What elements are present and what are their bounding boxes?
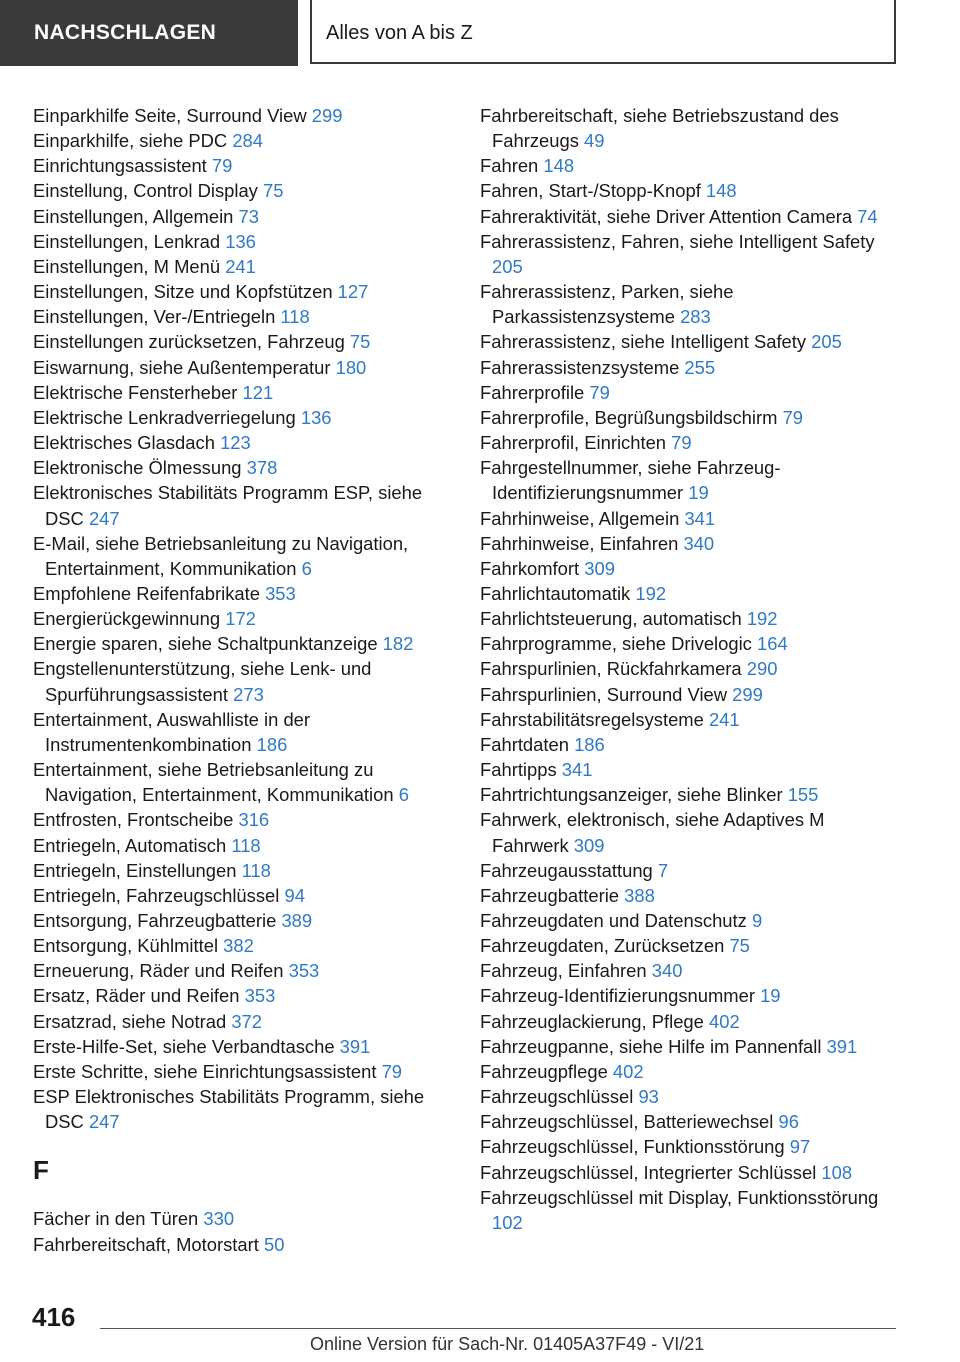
index-entry — [33, 103, 448, 128]
index-entry-term: E-Mail, siehe Betriebsanleitung zu Navigation, Entertainment, Kommunikation — [33, 532, 409, 579]
index-entry-page-link[interactable]: 389 — [281, 910, 313, 931]
index-entry — [33, 128, 448, 153]
index-entry — [33, 304, 448, 329]
index-entry-term: Fahrlichtautomatik — [480, 582, 636, 604]
index-entry — [33, 757, 448, 807]
index-entry-page-link[interactable]: 136 — [300, 406, 332, 428]
index-entry — [480, 1109, 900, 1134]
index-entry-page-link[interactable]: 49 — [584, 130, 605, 152]
index-entry — [33, 153, 448, 178]
index-entry-page-link[interactable]: 19 — [760, 985, 781, 1007]
footer-divider — [100, 1328, 896, 1329]
index-entry-term: Entsorgung, Kühlmittel — [33, 935, 224, 957]
index-entry-page-link[interactable]: 391 — [826, 1035, 858, 1057]
index-entry-page-link[interactable]: 148 — [543, 155, 575, 177]
index-entry — [33, 430, 448, 455]
index-entry — [480, 682, 900, 707]
index-entry-page-link[interactable]: 75 — [729, 935, 750, 957]
index-entry-term: Fahrerassistenz, Parken, siehe Parkassistenzsysteme — [480, 281, 734, 328]
index-entry — [33, 254, 448, 279]
index-entry-term: Eiswarnung, siehe Außentemperatur — [33, 356, 336, 378]
index-entry — [33, 581, 448, 606]
index-entry-term: Fahrzeuglackierung, Pflege — [480, 1010, 709, 1032]
index-entry-term: Einstellungen, M Menü — [33, 255, 226, 277]
index-entry-term: Fahrspurlinien, Surround View — [480, 683, 733, 705]
index-entry-page-link[interactable]: 102 — [492, 1211, 523, 1233]
index-entry-page-link[interactable]: 79 — [671, 432, 692, 454]
index-entry-term: Entfrosten, Frontscheibe — [33, 809, 239, 831]
index-column-left — [33, 103, 448, 1257]
index-entry-page-link[interactable]: 290 — [746, 658, 778, 680]
index-entry-term: Elektrische Fensterheber — [33, 381, 243, 403]
index-entry — [33, 1059, 448, 1084]
index-entry-term: Einstellungen zurücksetzen, Fahrzeug — [33, 331, 350, 353]
index-entry-page-link[interactable]: 123 — [220, 432, 251, 454]
index-entry-page-link[interactable]: 340 — [651, 960, 683, 982]
index-entry — [480, 355, 900, 380]
index-entry — [33, 631, 448, 656]
index-entry-term: Ersatz, Räder und Reifen — [33, 985, 245, 1007]
index-entry — [480, 1034, 900, 1059]
index-entry-page-link[interactable]: 97 — [789, 1136, 811, 1158]
index-entry-page-link[interactable]: 353 — [244, 985, 276, 1007]
index-entry-page-link[interactable]: 93 — [638, 1086, 659, 1108]
index-entry-term: Empfohlene Reifenfabrikate — [33, 582, 266, 604]
index-entry-page-link[interactable]: 118 — [231, 834, 261, 856]
page-number: 416 — [32, 1302, 76, 1332]
index-entry-page-link[interactable]: 94 — [284, 884, 305, 906]
index-entry-term: Fahrhinweise, Einfahren — [480, 532, 684, 554]
index-entry-page-link[interactable]: 309 — [584, 557, 615, 579]
index-entry — [480, 1185, 900, 1235]
section-tab: NACHSCHLAGEN — [0, 0, 298, 66]
index-entry — [480, 455, 900, 505]
index-entry — [480, 279, 900, 329]
index-entry — [480, 958, 900, 983]
index-entry — [480, 178, 900, 203]
index-entry-term: Fahrerassistenz, siehe Intelligent Safety — [480, 331, 812, 353]
index-entry — [33, 958, 448, 983]
index-entry — [33, 1009, 448, 1034]
index-entry-page-link[interactable]: 79 — [381, 1060, 403, 1082]
index-entry — [33, 807, 448, 832]
index-entry — [480, 1059, 900, 1084]
chapter-title: Alles von A bis Z — [310, 0, 896, 64]
index-entry-page-link[interactable]: 341 — [684, 507, 716, 529]
page-header — [0, 0, 960, 68]
index-entry-term: Fahrzeugschlüssel, Funktionsstörung — [480, 1136, 790, 1158]
index-entry-term: Fahrspurlinien, Rückfahrkamera — [480, 658, 747, 680]
index-entry-term: Fahrzeugdaten, Zurücksetzen — [480, 935, 730, 957]
footer-version-text: Online Version für Sach-Nr. 01405A37F49 - VI/21 — [310, 1334, 705, 1354]
index-entry-page-link[interactable]: 73 — [238, 205, 259, 227]
index-entry-page-link[interactable]: 255 — [684, 356, 716, 378]
index-entry-page-link[interactable]: 241 — [708, 708, 740, 730]
index-entry-term: Entsorgung, Fahrzeugbatterie — [33, 910, 282, 931]
index-entry — [33, 606, 448, 631]
index-entry — [480, 1084, 900, 1109]
index-entry-page-link[interactable]: 186 — [574, 733, 605, 755]
index-entry-term: Energie sparen, siehe Schaltpunktanzeige — [33, 633, 383, 655]
index-entry-page-link[interactable]: 180 — [335, 356, 367, 378]
index-entry-page-link[interactable]: 353 — [288, 960, 320, 982]
index-entry — [480, 606, 900, 631]
index-entry-term: Fahrstabilitätsregelsysteme — [480, 708, 709, 730]
index-entry-page-link[interactable]: 9 — [751, 910, 763, 931]
index-entry — [480, 807, 900, 857]
index-entry-page-link[interactable]: 6 — [301, 557, 312, 579]
index-entry-term: Fächer in den Türen — [33, 1208, 204, 1230]
index-entry-page-link[interactable]: 172 — [225, 608, 256, 630]
index-entry-page-link[interactable]: 205 — [492, 255, 523, 277]
index-entry-page-link[interactable]: 127 — [337, 281, 369, 303]
index-entry — [480, 908, 900, 933]
index-entry-term: Fahrtrichtungsanzeiger, siehe Blinker — [480, 784, 788, 806]
index-entry-term: Fahrzeugbatterie — [480, 884, 625, 906]
index-entry-term: Fahrhinweise, Allgemein — [480, 507, 685, 529]
index-entry-page-link[interactable]: 241 — [225, 255, 256, 277]
index-entry — [33, 858, 448, 883]
index-entry-term: Fahrlichtsteuerung, automatisch — [480, 608, 747, 630]
index-entry-term: Einstellungen, Lenkrad — [33, 230, 226, 252]
index-entry — [33, 1232, 448, 1257]
index-entry-term: Einrichtungsassistent — [33, 155, 212, 177]
index-entry — [33, 908, 448, 933]
index-entry-term: Fahrzeugschlüssel mit Display, Funktionsstörung — [480, 1186, 879, 1208]
index-entry — [33, 355, 448, 380]
index-entry — [33, 279, 448, 304]
index-entry-page-link[interactable]: 79 — [782, 406, 804, 428]
index-entry-term: Fahrwerk, elektronisch, siehe Adaptives M Fahrwerk — [480, 809, 825, 856]
index-entry-page-link[interactable]: 353 — [265, 582, 296, 604]
index-entry-term: Fahrzeug-Identifizierungsnummer — [480, 985, 761, 1007]
index-entry-page-link[interactable]: 247 — [88, 1111, 120, 1133]
index-entry-term: Entriegeln, Einstellungen — [33, 859, 242, 881]
index-entry-page-link[interactable]: 74 — [857, 205, 878, 227]
index-entry — [480, 1134, 900, 1159]
index-entry-page-link[interactable]: 121 — [242, 381, 274, 403]
index-entry-page-link[interactable]: 148 — [705, 180, 737, 202]
index-entry-term: Fahrerprofile, Begrüßungsbildschirm — [480, 406, 783, 428]
index-entry — [480, 933, 900, 958]
index-entry-page-link[interactable]: 118 — [280, 306, 310, 328]
index-entry-term: Entriegeln, Automatisch — [33, 834, 232, 856]
index-entry — [480, 1009, 900, 1034]
index-entry-term: Fahrzeugpflege — [480, 1060, 613, 1082]
index-entry — [33, 1034, 448, 1059]
index-entry-page-link[interactable]: 6 — [398, 784, 409, 806]
index-letter-heading: F — [33, 1155, 49, 1186]
index-entry-term: Fahrerprofil, Einrichten — [480, 432, 672, 454]
index-entry-term: Fahrbereitschaft, Motorstart — [33, 1233, 264, 1255]
index-entry — [33, 707, 448, 757]
index-entry-term: Einparkhilfe Seite, Surround View — [33, 105, 312, 126]
index-entry-page-link[interactable]: 118 — [241, 859, 271, 881]
index-entry — [480, 1160, 900, 1185]
index-entry-term: Fahrbereitschaft, siehe Betriebszustand des Fahrzeugs — [480, 105, 839, 152]
index-entry-term: Elektrisches Glasdach — [33, 432, 221, 454]
index-entry-term: Fahrzeugschlüssel, Integrierter Schlüssel — [480, 1161, 822, 1183]
index-entry-page-link[interactable]: 7 — [657, 859, 669, 881]
index-entry-page-link[interactable]: 79 — [589, 381, 610, 403]
index-entry-term: ESP Elektronisches Stabilitäts Programm, siehe DSC — [33, 1086, 425, 1133]
index-entry-term: Entertainment, Auswahlliste in der Instrumentenkombination — [33, 708, 311, 755]
index-entry — [480, 531, 900, 556]
index-entry-term: Einparkhilfe, siehe PDC — [33, 130, 233, 152]
index-column-right — [480, 103, 900, 1235]
index-entry-term: Fahrerprofile — [480, 381, 590, 403]
index-entry-page-link[interactable]: 108 — [821, 1161, 853, 1183]
index-entry-page-link[interactable]: 388 — [624, 884, 655, 906]
index-entry-page-link[interactable]: 284 — [232, 130, 264, 152]
index-entry-page-link[interactable]: 316 — [238, 809, 270, 831]
index-entry-page-link[interactable]: 402 — [612, 1060, 644, 1082]
index-entry-term: Engstellenunterstützung, siehe Lenk- und Spurführungsassistent — [33, 658, 372, 705]
index-entry-term: Elektronisches Stabilitäts Programm ESP, siehe DSC — [33, 482, 423, 529]
index-entry — [480, 656, 900, 681]
index-entry — [480, 380, 900, 405]
index-entry-page-link[interactable]: 186 — [256, 733, 288, 755]
index-entry-page-link[interactable]: 309 — [573, 834, 605, 856]
index-entry — [480, 858, 900, 883]
index-entry — [480, 883, 900, 908]
index-entry — [33, 204, 448, 229]
index-entry — [480, 782, 900, 807]
index-entry-term: Fahren — [480, 155, 544, 177]
index-entry — [480, 229, 900, 279]
index-entry-page-link[interactable]: 247 — [88, 507, 120, 529]
index-entry-term: Fahrzeug, Einfahren — [480, 960, 652, 982]
index-entry — [33, 883, 448, 908]
index-entry-page-link[interactable]: 79 — [211, 155, 233, 177]
index-entry — [33, 178, 448, 203]
index-entry-page-link[interactable]: 192 — [635, 582, 667, 604]
index-entry — [480, 430, 900, 455]
index-entry-page-link[interactable]: 283 — [680, 306, 711, 328]
index-entry — [33, 229, 448, 254]
index-entry-term: Fahrkomfort — [480, 557, 585, 579]
index-entry-term: Entriegeln, Fahrzeugschlüssel — [33, 884, 285, 906]
index-entry-term: Entertainment, siehe Betriebsanleitung zu Navigation, Entertainment, Kommunikation — [33, 759, 399, 806]
index-entry-term: Fahrzeugpanne, siehe Hilfe im Pannenfall — [480, 1035, 827, 1057]
index-entry — [33, 933, 448, 958]
index-entry — [33, 531, 448, 581]
index-entry-term: Energierückgewinnung — [33, 608, 226, 630]
index-entry-term: Einstellungen, Allgemein — [33, 205, 239, 227]
index-entry — [480, 329, 900, 354]
index-entry-page-link[interactable]: 192 — [746, 608, 778, 630]
index-entry-term: Fahreraktivität, siehe Driver Attention Camera — [480, 205, 858, 227]
index-entry-term: Fahrgestellnummer, siehe Fahrzeug-Identifizierungsnummer — [480, 457, 781, 504]
index-entry-term: Fahrzeugschlüssel, Batteriewechsel — [480, 1111, 779, 1133]
index-entry-term: Fahrerassistenzsysteme — [480, 356, 685, 378]
index-entry — [480, 506, 900, 531]
index-entry-page-link[interactable]: 164 — [756, 633, 788, 655]
index-entry-term: Fahrzeugschlüssel — [480, 1086, 639, 1108]
index-entry-page-link[interactable]: 372 — [231, 1010, 262, 1032]
index-entry-term: Elektrische Lenkradverriegelung — [33, 406, 301, 428]
index-entry-term: Einstellungen, Sitze und Kopfstützen — [33, 281, 338, 303]
index-entry — [33, 380, 448, 405]
index-entry-term: Fahrerassistenz, Fahren, siehe Intelligent Safety — [480, 230, 875, 252]
index-entry-term: Fahrzeugausstattung — [480, 859, 658, 881]
index-entry-term: Ersatzrad, siehe Notrad — [33, 1010, 232, 1032]
index-entry-term: Einstellung, Control Display — [33, 180, 263, 202]
index-entry — [33, 1206, 448, 1231]
index-entry-term: Fahrprogramme, siehe Drivelogic — [480, 633, 757, 655]
index-entry-page-link[interactable]: 75 — [263, 180, 284, 202]
index-entry — [33, 329, 448, 354]
index-entry — [480, 983, 900, 1008]
index-entry — [480, 153, 900, 178]
index-entry-page-link[interactable]: 273 — [233, 683, 264, 705]
index-entry — [33, 405, 448, 430]
index-entry-term: Fahrtipps — [480, 759, 562, 781]
index-entry-page-link[interactable]: 340 — [683, 532, 715, 554]
index-entry-term: Fahrzeugdaten und Datenschutz — [480, 910, 752, 931]
index-entry-page-link[interactable]: 402 — [709, 1010, 740, 1032]
index-entry — [480, 581, 900, 606]
index-entry — [33, 983, 448, 1008]
index-entry-page-link[interactable]: 19 — [688, 482, 709, 504]
index-entry-page-link[interactable]: 136 — [225, 230, 256, 252]
index-entry-term: Fahrtdaten — [480, 733, 575, 755]
index-entry — [33, 1084, 448, 1134]
index-entry-page-link[interactable]: 341 — [561, 759, 593, 781]
index-entry-page-link[interactable]: 50 — [264, 1233, 285, 1255]
index-entry-term: Fahren, Start-/Stopp-Knopf — [480, 180, 706, 202]
index-entry — [33, 455, 448, 480]
index-entry-page-link[interactable]: 96 — [778, 1111, 799, 1133]
index-entry-page-link[interactable]: 205 — [811, 331, 842, 353]
index-entry-term: Erste-Hilfe-Set, siehe Verbandtasche — [33, 1035, 340, 1057]
index-entry — [33, 480, 448, 530]
index-entry-term: Einstellungen, Ver-/Entriegeln — [33, 306, 281, 328]
index-entry-page-link[interactable]: 391 — [339, 1035, 371, 1057]
index-entry — [33, 833, 448, 858]
index-entry-term: Elektronische Ölmessung — [33, 457, 247, 479]
index-entry — [480, 732, 900, 757]
index-entry — [480, 757, 900, 782]
index-entry — [480, 556, 900, 581]
index-entry-page-link[interactable]: 155 — [787, 784, 819, 806]
index-entry — [33, 656, 448, 706]
index-entry-page-link[interactable]: 182 — [382, 633, 414, 655]
index-entry-page-link[interactable]: 299 — [311, 105, 343, 126]
index-entry — [480, 631, 900, 656]
index-entry — [480, 405, 900, 430]
index-entry — [480, 103, 900, 153]
index-entry — [480, 707, 900, 732]
index-entry-page-link[interactable]: 382 — [223, 935, 254, 957]
index-entry-page-link[interactable]: 299 — [732, 683, 763, 705]
index-entry-page-link[interactable]: 75 — [349, 331, 371, 353]
index-entry-term: Erste Schritte, siehe Einrichtungsassistent — [33, 1060, 382, 1082]
index-entry — [480, 204, 900, 229]
index-entry-page-link[interactable]: 330 — [203, 1208, 235, 1230]
index-entry-page-link[interactable]: 378 — [246, 457, 278, 479]
index-entry-term: Erneuerung, Räder und Reifen — [33, 960, 289, 982]
